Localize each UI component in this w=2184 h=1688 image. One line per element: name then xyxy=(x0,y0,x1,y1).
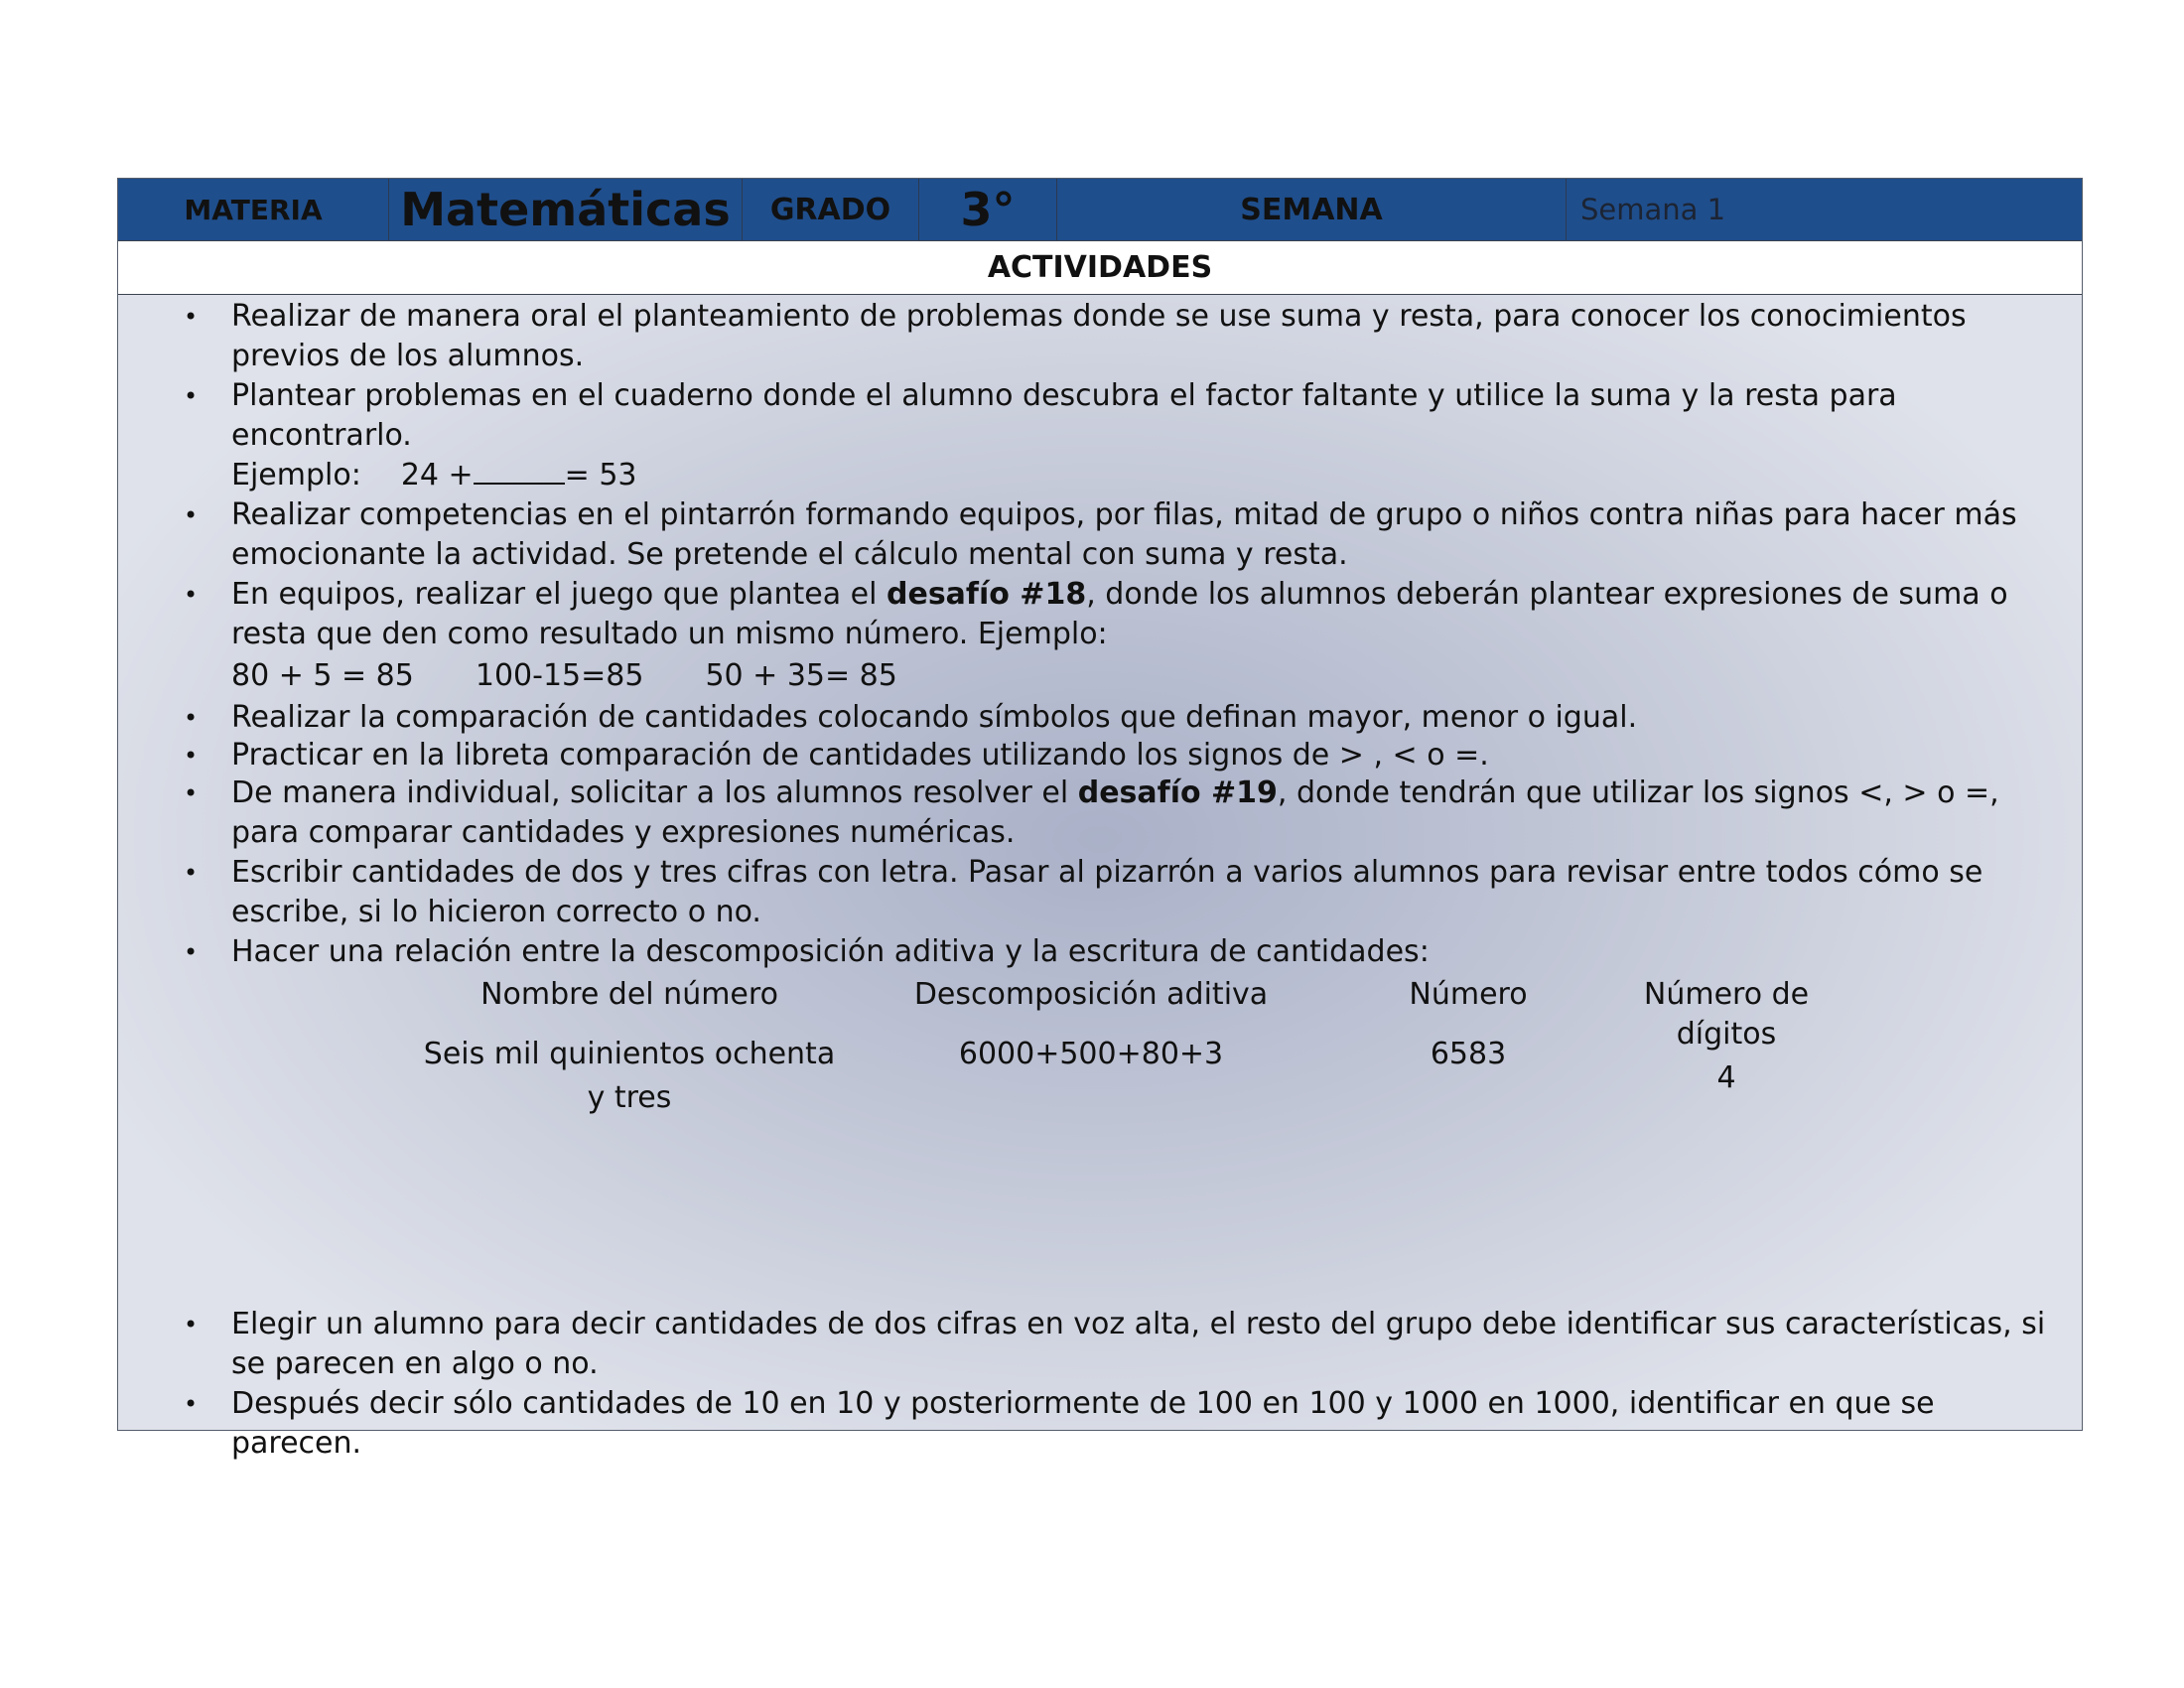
desafio-19: desafío #19 xyxy=(1077,775,1278,810)
header-row xyxy=(118,179,2082,241)
semana-value: Semana 1 xyxy=(1580,193,1726,226)
bullet-icon: • xyxy=(184,501,199,529)
activity-text-post: , donde los alumnos deberán plantear expresiones de suma o resta que den como resultado un mismo número. Ejemplo: xyxy=(231,577,2008,651)
list-item xyxy=(118,853,2082,932)
example-right: = 53 xyxy=(564,458,637,492)
activity-text-post: , donde tendrán que utilizar los signos <, > o =, para comparar cantidades y expresiones numéricas. xyxy=(231,775,1999,850)
number-decomposition-table xyxy=(118,975,2082,1124)
materia-value: Matemáticas xyxy=(389,179,743,240)
example-expression: 80 + 5 = 85 xyxy=(231,658,414,693)
activities-title: ACTIVIDADES xyxy=(118,241,2082,295)
table-column xyxy=(1577,975,1875,1100)
column-header: Número de dígitos xyxy=(1643,977,1810,1052)
example-line xyxy=(231,456,2056,495)
list-item xyxy=(118,575,2082,698)
list-item xyxy=(118,774,2082,853)
column-header: Número xyxy=(1409,977,1528,1012)
list-item xyxy=(118,736,2082,775)
list-item xyxy=(118,495,2082,575)
activities-body xyxy=(118,295,2082,1461)
list-item xyxy=(118,932,2082,972)
example-expression: 100-15=85 xyxy=(475,658,644,693)
activities-list-continued xyxy=(118,1305,2082,1464)
list-item xyxy=(118,1384,2082,1464)
bullet-icon: • xyxy=(184,779,199,807)
activity-text-pre: En equipos, realizar el juego que plantea el xyxy=(231,577,887,612)
activity-text: Elegir un alumno para decir cantidades de dos cifras en voz alta, el resto del grupo debe identificar sus características, si se parecen en algo o no. xyxy=(231,1307,2046,1381)
list-item xyxy=(118,376,2082,495)
activity-text: Realizar de manera oral el planteamiento de problemas donde se use suma y resta, para conocer los conocimientos previos de los alumnos. xyxy=(231,299,1967,373)
bullet-icon: • xyxy=(184,704,199,732)
activity-text: Realizar competencias en el pintarrón formando equipos, por filas, mitad de grupo o niños contra niñas para hacer más emocionante la actividad. Se pretende el cálculo mental con suma y resta. xyxy=(231,497,2017,572)
bullet-icon: • xyxy=(184,303,199,331)
bullet-icon: • xyxy=(184,1390,199,1418)
table-column xyxy=(892,975,1290,1076)
table-cell: 6000+500+80+3 xyxy=(958,1037,1224,1071)
activity-text: Escribir cantidades de dos y tres cifras con letra. Pasar al pizarrón a varios alumnos para revisar entre todos cómo se escribe, si lo hicieron correcto o no. xyxy=(231,855,1983,929)
example-expression: 50 + 35= 85 xyxy=(705,658,897,693)
bullet-icon: • xyxy=(184,382,199,410)
bullet-icon: • xyxy=(184,1311,199,1338)
table-column xyxy=(421,975,838,1120)
blank-line xyxy=(474,459,565,485)
desafio-18: desafío #18 xyxy=(887,577,1087,612)
table-column xyxy=(1369,975,1568,1076)
planning-sheet xyxy=(117,178,2083,1461)
activity-text: Hacer una relación entre la descomposición aditiva y la escritura de cantidades: xyxy=(231,934,1430,969)
activity-text: Después decir sólo cantidades de 10 en 10 y posteriormente de 100 en 100 y 1000 en 1000, identificar en que se parecen. xyxy=(231,1386,1935,1461)
activities-list xyxy=(118,297,2082,972)
example-label: Ejemplo: xyxy=(231,458,361,492)
example-left: 24 + xyxy=(400,458,474,492)
list-item xyxy=(118,297,2082,376)
bullet-icon: • xyxy=(184,859,199,887)
grado-label: GRADO xyxy=(743,179,919,240)
column-header: Descomposición aditiva xyxy=(913,977,1269,1012)
activity-text: Realizar la comparación de cantidades colocando símbolos que definan mayor, menor o igual. xyxy=(231,700,1638,735)
grado-value: 3° xyxy=(919,179,1057,240)
list-item xyxy=(118,1305,2082,1384)
column-header: Nombre del número xyxy=(480,977,778,1012)
table-cell: Seis mil quinientos ochenta y tres xyxy=(423,1037,836,1115)
example-line xyxy=(231,654,2056,698)
list-item xyxy=(118,698,2082,738)
bullet-icon: • xyxy=(184,938,199,966)
bullet-icon: • xyxy=(184,742,199,770)
table-cell: 6583 xyxy=(1430,1037,1507,1071)
materia-label: MATERIA xyxy=(118,179,389,240)
semana-label: SEMANA xyxy=(1057,179,1567,240)
activity-text: Plantear problemas en el cuaderno donde el alumno descubra el factor faltante y utilice la suma y la resta para encontrarlo. xyxy=(231,378,1897,453)
bullet-icon: • xyxy=(184,581,199,609)
activity-text-pre: De manera individual, solicitar a los alumnos resolver el xyxy=(231,775,1078,810)
activity-text: Practicar en la libreta comparación de cantidades utilizando los signos de > , < o =. xyxy=(231,738,1489,773)
table-cell: 4 xyxy=(1716,1060,1736,1095)
